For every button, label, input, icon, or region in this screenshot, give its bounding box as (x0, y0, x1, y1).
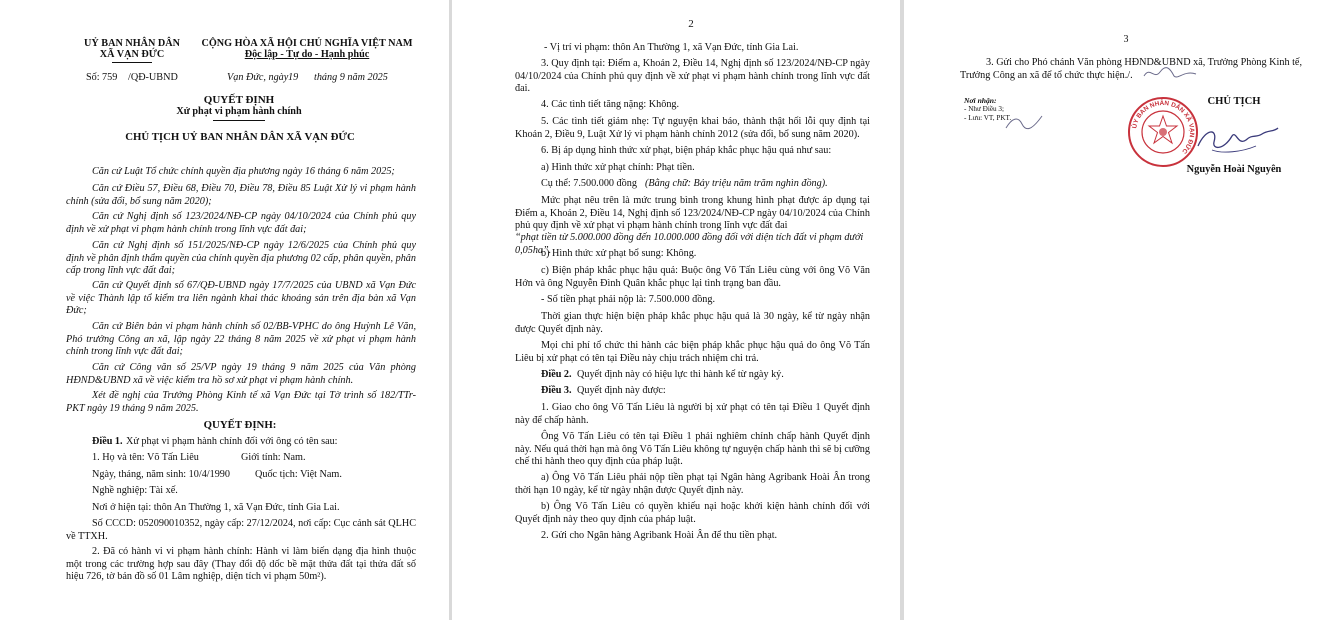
violator-id-card: Số CCCD: 052090010352, ngày cấp: 27/12/2024, nơi cấp: Cục cảnh sát QLHC về TTXH. (66, 518, 416, 542)
legal-basis-1: Căn cứ Luật Tổ chức chính quyền địa phương ngày 16 tháng 6 năm 2025; (92, 166, 395, 177)
fine-range-quote: “phạt tiền từ 5.000.000 đồng đến 10.000.000 đồng đối với diện tích đất vi phạm dưới 0,05ha”. (515, 232, 864, 256)
chair-signature (1192, 120, 1282, 160)
document-page-2 (452, 0, 900, 620)
penalty-forms-intro: 6. Bị áp dụng hình thức xử phạt, biện pháp khắc phục hậu quả như sau: (541, 145, 832, 156)
decision-subtitle: Xử phạt vi phạm hành chính (176, 106, 302, 117)
svg-text:ỦY BAN NHÂN DÂN XÃ VẠN ĐỨC: ỦY BAN NHÂN DÂN XÃ VẠN ĐỨC (1131, 99, 1196, 155)
place-date-prefix: Vạn Đức, ngày (227, 72, 289, 83)
legal-basis-6: Căn cứ Biên bản vi phạm hành chính số 02/BB-VPHC do ông Huỳnh Lê Văn, Phó trưởng Công an xã, lập ngày 22 tháng 8 năm 2025 về xử phạt vi phạm hành chính trong lĩnh vực đất đai; (66, 321, 416, 358)
violation-description: 2. Đã có hành vi vi phạm hành chính: Hành vi làm biến dạng địa hình thuộc một trong các trường hợp sau đây (Thay đổi độ dốc bề mặt thửa đất tại thửa đất số hiệu 726, tờ bản đồ số 01 Lâm nghiệp, diện tích vi phạm 50m²). (66, 546, 416, 583)
legal-basis-3: Căn cứ Nghị định số 123/2024/NĐ-CP ngày 04/10/2024 của Chính phủ quy định về xử phạt vi phạm hành chính trong lĩnh vực đất đai; (66, 211, 416, 235)
violator-name: 1. Họ và tên: Võ Tấn Liêu (92, 452, 199, 463)
remedy-deadline: Thời gian thực hiện biện pháp khắc phục hậu quả là 30 ngày, kể từ ngày nhận được Quyết định này. (515, 311, 870, 335)
issuer-title: CHỦ TỊCH UỶ BAN NHÂN DÂN XÃ VẠN ĐỨC (125, 131, 355, 143)
chair-title: CHỦ TỊCH (1207, 96, 1261, 107)
fine-explanation: Mức phạt nêu trên là mức trung bình trong khung hình phạt được áp dụng tại Điểm a, Khoản 2, Điều 14, Nghị định số 123/2024/NĐ-CP ngày 04/10/2024 của Chính phủ quy định về xử phạt vi phạm hành chính trong lĩnh vực đất đai (515, 195, 870, 232)
violation-location: - Vị trí vi phạm: thôn An Thường 1, xã Vạn Đức, tỉnh Gia Lai. (544, 42, 799, 53)
document-page-3 (904, 0, 1319, 620)
initial-signature-2 (1004, 112, 1044, 134)
additional-penalty: b) Hình thức xử phạt bổ sung: Không. (541, 248, 697, 259)
official-stamp (1127, 96, 1199, 168)
article-3-item-2: 2. Gửi cho Ngân hàng Agribank Hoài Ân để thu tiền phạt. (541, 530, 778, 541)
recipients-label: Nơi nhận: (964, 96, 997, 105)
mitigating-circumstances: 5. Các tình tiết giảm nhẹ: Tự nguyện khai báo, thành thật hối lỗi quy định tại Khoản 2, Điều 9, Luật Xử lý vi phạm hành chính 2012 (sửa đổi, bổ sung năm 2020). (515, 116, 870, 140)
legal-basis-7: Căn cứ Công văn số 25/VP ngày 19 tháng 9 năm 2025 của Văn phòng HĐND&UBND xã về việc kiểm tra hồ sơ xử phạt vi phạm hành chính. (66, 362, 416, 386)
send-to-officials: 3. Gửi cho Phó chánh Văn phòng HĐND&UBND xã, Trưởng Phòng Kinh tế, Trưởng Công an xã để tổ chức thực hiện./. (960, 57, 1302, 81)
legal-basis-2: Căn cứ Điều 57, Điều 68, Điều 70, Điều 78, Điều 85 Luật Xử lý vi phạm hành chính (sửa đổi, bổ sung năm 2020); (66, 183, 416, 207)
article-1-label: Điều 1. (92, 436, 123, 447)
remedial-measures: c) Biện pháp khắc phục hậu quả: Buộc ông Võ Tấn Liêu cùng với ông Võ Văn Hớn và ông Nguyễn Đình Quân khắc phục lại tình trạng ban đầu. (515, 265, 870, 289)
page-number-2: 2 (688, 18, 694, 30)
recipient-1: - Như Điều 3; (964, 105, 1005, 113)
article-3-item-1: 1. Giao cho ông Võ Tấn Liêu là người bị xử phạt có tên tại Điều 1 Quyết định này để chấp hành. (515, 402, 870, 426)
legal-basis-5: Căn cứ Quyết định số 67/QĐ-UBND ngày 17/7/2025 của UBND xã Vạn Đức về việc Thành lập tổ kiểm tra liên ngành khai thác khoáng sản trên địa bàn xã Vạn Đức; (66, 280, 416, 317)
article-2-text: Quyết định này có hiệu lực thi hành kể từ ngày ký. (577, 369, 784, 380)
doc-number-label: Số: (86, 72, 100, 83)
signer-name: Nguyễn Hoài Nguyên (1186, 164, 1282, 175)
fine-amount: Cụ thể: 7.500.000 đồng (541, 178, 637, 189)
violator-nationality: Quốc tịch: Việt Nam. (255, 469, 342, 480)
appeal-rights: b) Ông Võ Tấn Liêu có quyền khiếu nại hoặc khởi kiện hành chính đối với Quyết định này theo quy định của pháp luật. (515, 501, 870, 525)
legal-basis-4: Căn cứ Nghị định số 151/2025/NĐ-CP ngày 12/6/2025 của Chính phủ quy định về phân định thẩm quyền của chính quyền địa phương 02 cấp, phân quyền, phân cấp trong lĩnh vực đất đai; (66, 240, 416, 277)
commune-name: XÃ VẠN ĐỨC (99, 49, 165, 60)
page-number-3: 3 (1123, 34, 1129, 45)
violator-residence: Nơi ở hiện tại: thôn An Thường 1, xã Vạn Đức, tỉnh Gia Lai. (92, 502, 340, 513)
doc-number: 759 (102, 72, 118, 83)
recipient-2: - Lưu: VT, PKT. (964, 114, 1012, 122)
legal-basis-8: Xét đề nghị của Trưởng Phòng Kinh tế xã Vạn Đức tại Tờ trình số 182/TTr-PKT ngày 19 tháng 9 năm 2025. (66, 390, 416, 414)
authority-name: UỶ BAN NHÂN DÂN (84, 38, 180, 49)
doc-code: /QĐ-UBND (128, 72, 178, 83)
place-date-rest: tháng 9 năm 2025 (314, 72, 388, 83)
place-date-day: 19 (288, 72, 299, 83)
violator-gender: Giới tính: Nam. (241, 452, 306, 463)
aggravating-circumstances: 4. Các tình tiết tăng nặng: Không. (541, 99, 680, 110)
article-3-text: Quyết định này được: (577, 385, 666, 396)
regulation-reference: 3. Quy định tại: Điểm a, Khoản 2, Điều 14, Nghị định số 123/2024/NĐ-CP ngày 04/10/2024 của Chính phủ quy định về xử phạt vi phạm hành chính trong lĩnh vực đất đai. (515, 58, 870, 95)
article-1-text: Xử phạt vi phạm hành chính đối với ông có tên sau: (126, 436, 338, 447)
header-divider-left (112, 62, 152, 63)
article-2-label: Điều 2. (541, 369, 572, 380)
remedy-costs: Mọi chi phí tổ chức thi hành các biện pháp khắc phục hậu quả do ông Võ Tấn Liêu bị xử phạt có tên tại Điều này chịu trách nhiệm chi trả. (515, 340, 870, 364)
nation-motto: Độc lập - Tự do - Hạnh phúc (244, 49, 370, 60)
decision-title: QUYẾT ĐỊNH (203, 94, 275, 106)
nation-title: CỘNG HÒA XÃ HỘI CHỦ NGHĨA VIỆT NAM (201, 38, 413, 49)
main-penalty: a) Hình thức xử phạt chính: Phạt tiền. (541, 162, 695, 173)
decision-heading: QUYẾT ĐỊNH: (203, 419, 277, 431)
fine-amount-words: (Bằng chữ: Bảy triệu năm trăm nghìn đồng). (645, 178, 828, 189)
violator-occupation: Nghề nghiệp: Tài xế. (92, 485, 178, 496)
article-3-label: Điều 3. (541, 385, 572, 396)
fine-to-pay: - Số tiền phạt phải nộp là: 7.500.000 đồng. (541, 294, 716, 305)
payment-instructions: a) Ông Võ Tấn Liêu phải nộp tiền phạt tại Ngân hàng Agribank Hoài Ân trong thời hạn 10 ngày, kể từ ngày nhận được Quyết định này. (515, 472, 870, 496)
document-page-1 (0, 0, 449, 620)
initial-signature-1 (1140, 62, 1200, 84)
compliance-obligation: Ông Võ Tấn Liêu có tên tại Điều 1 phải nghiêm chỉnh chấp hành Quyết định này. Nếu quá thời hạn mà ông Võ Tấn Liêu không tự nguyện chấp hành thì sẽ bị cưỡng chế thi hành theo quy định của pháp luật. (515, 431, 870, 468)
violator-dob: Ngày, tháng, năm sinh: 10/4/1990 (92, 469, 230, 480)
title-divider (213, 120, 265, 121)
